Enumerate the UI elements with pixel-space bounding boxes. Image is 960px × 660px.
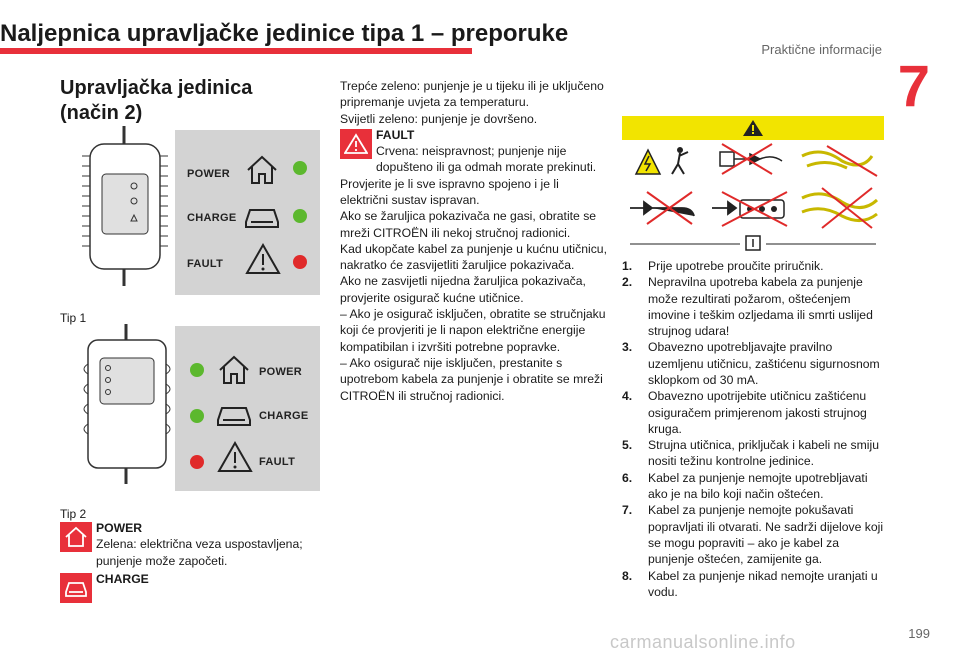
fault-indicator-row xyxy=(340,127,608,176)
green-led-icon xyxy=(292,208,308,224)
control-unit-illustration xyxy=(72,126,177,286)
fault-label: FAULT xyxy=(376,127,415,142)
paragraph: – Ako osigurač nije isključen, prestanite s upotrebom kabela za punjenje i obratite se mreži CITROËN ili stručnoj radionici. xyxy=(340,355,603,403)
indicator-panel xyxy=(175,130,320,295)
paragraph: Provjerite je li sve ispravno spojeno i je li električni sustav ispravan. xyxy=(340,176,559,207)
fault-indicator-badge xyxy=(340,129,372,159)
warning-icon xyxy=(245,242,281,276)
fault-description: Crvena: neispravnost; punjenje nije dopušteno ili ga odmah morate prekinuti. xyxy=(376,144,597,175)
control-unit-illustration xyxy=(74,324,179,484)
car-icon xyxy=(215,400,253,428)
paragraph: – Ako je osigurač isključen, obratite se stručnjaku koji će provjeriti je li napon električne energije kompatibilan i izvršiti potrebne popravke. xyxy=(340,307,606,354)
fault-label: FAULT xyxy=(259,455,296,468)
list-item: 3. Obavezno upotrebljavajte pravilno uzemljenu utičnicu, zaštićenu sigurnosnom sklopkom od 30 mA. xyxy=(622,340,880,387)
header-accent-bar xyxy=(0,48,472,54)
paragraph: Trepće zeleno: punjenje je u tijeku ili je uključeno pripremanje uvjeta za temperaturu. xyxy=(340,78,604,110)
house-icon xyxy=(245,154,279,186)
page-heading: Upravljačka jedinica (način 2) xyxy=(60,76,253,124)
charge-label: CHARGE xyxy=(259,409,309,422)
sticker-heading: Naljepnica upravljačke jedinice tipa 1 – preporuke xyxy=(0,19,569,47)
charge-label: CHARGE xyxy=(96,571,149,586)
list-item: 2. Nepravilna upotreba kabela za punjenje može rezultirati požarom, oštećenjem imovine i teškim ozljedama ili smrti uslijed strujnog udara! xyxy=(622,275,873,339)
figure-caption-type2: Tip 2 xyxy=(60,506,87,521)
paragraph: Kad ukopčate kabel za punjenje u kućnu utičnicu, nakratko će zasvijetliti žaruljice pokazivača. xyxy=(340,241,607,273)
recommendations-list xyxy=(622,258,884,600)
car-icon xyxy=(243,202,281,230)
power-charge-descriptions xyxy=(60,520,320,603)
page-number: 199 xyxy=(908,625,930,641)
charge-label: CHARGE xyxy=(187,211,237,224)
list-item: 8. Kabel za punjenje nikad nemojte uranjati u vodu. xyxy=(622,568,878,599)
warning-icon xyxy=(217,440,253,474)
house-icon xyxy=(217,354,251,386)
power-label: POWER xyxy=(96,520,143,535)
green-led-icon xyxy=(292,160,308,176)
figure-caption-type1: Tip 1 xyxy=(60,310,87,325)
power-indicator-badge xyxy=(60,522,92,552)
list-item: 7. Kabel za punjenje nemojte pokušavati popravljati ili otvarati. Ne sadrži dijelove koji se mogu popraviti – ako je kabel za punjenje oštećen, zamijenite ga. xyxy=(622,503,884,567)
green-led-icon xyxy=(189,408,205,424)
control-unit-figure-type1 xyxy=(60,120,320,295)
car-icon xyxy=(64,577,88,599)
house-icon xyxy=(64,526,88,548)
recommendations-sticker xyxy=(622,116,884,252)
section-title: Praktične informacije xyxy=(761,41,882,57)
fault-label: FAULT xyxy=(187,257,224,270)
charge-indicator-badge xyxy=(60,573,92,603)
chapter-number: 7 xyxy=(897,53,930,119)
control-unit-figure-type2 xyxy=(60,316,320,491)
power-label: POWER xyxy=(259,365,303,378)
list-item: 4. Obavezno upotrijebite utičnicu zaštićenu osiguračem primjerenom jakosti strujnog kruga. xyxy=(622,389,867,436)
charge-indicator-row xyxy=(60,571,320,603)
power-indicator-row xyxy=(60,520,320,569)
warning-icon xyxy=(344,133,368,155)
paragraph: Svijetli zeleno: punjenje je dovršeno. xyxy=(340,111,538,126)
list-item: 6. Kabel za punjenje nemojte upotrebljavati ako je na bilo koji način oštećen. xyxy=(622,470,868,502)
power-label: POWER xyxy=(187,167,231,180)
paragraph: Ako se žaruljica pokazivača ne gasi, obratite se mreži CITROËN ili nekoj stručnoj radionici. xyxy=(340,209,597,240)
watermark: carmanualsonline.info xyxy=(610,631,796,652)
indicator-panel xyxy=(175,326,320,491)
list-item: 1. Prije upotrebe proučite priručnik. xyxy=(622,258,824,273)
list-item: 5. Strujna utičnica, priključak i kabeli ne smiju nositi težinu kontrolne jedinice. xyxy=(622,438,879,469)
paragraph: Ako ne zasvijetli nijedna žaruljica pokazivača, provjerite osigurač kućne utičnice. xyxy=(340,274,586,305)
power-description: Zelena: električna veza uspostavljena; punjenje može započeti. xyxy=(96,537,303,568)
green-led-icon xyxy=(189,362,205,378)
red-led-icon xyxy=(292,254,308,270)
middle-column xyxy=(340,78,608,404)
red-led-icon xyxy=(189,454,205,470)
